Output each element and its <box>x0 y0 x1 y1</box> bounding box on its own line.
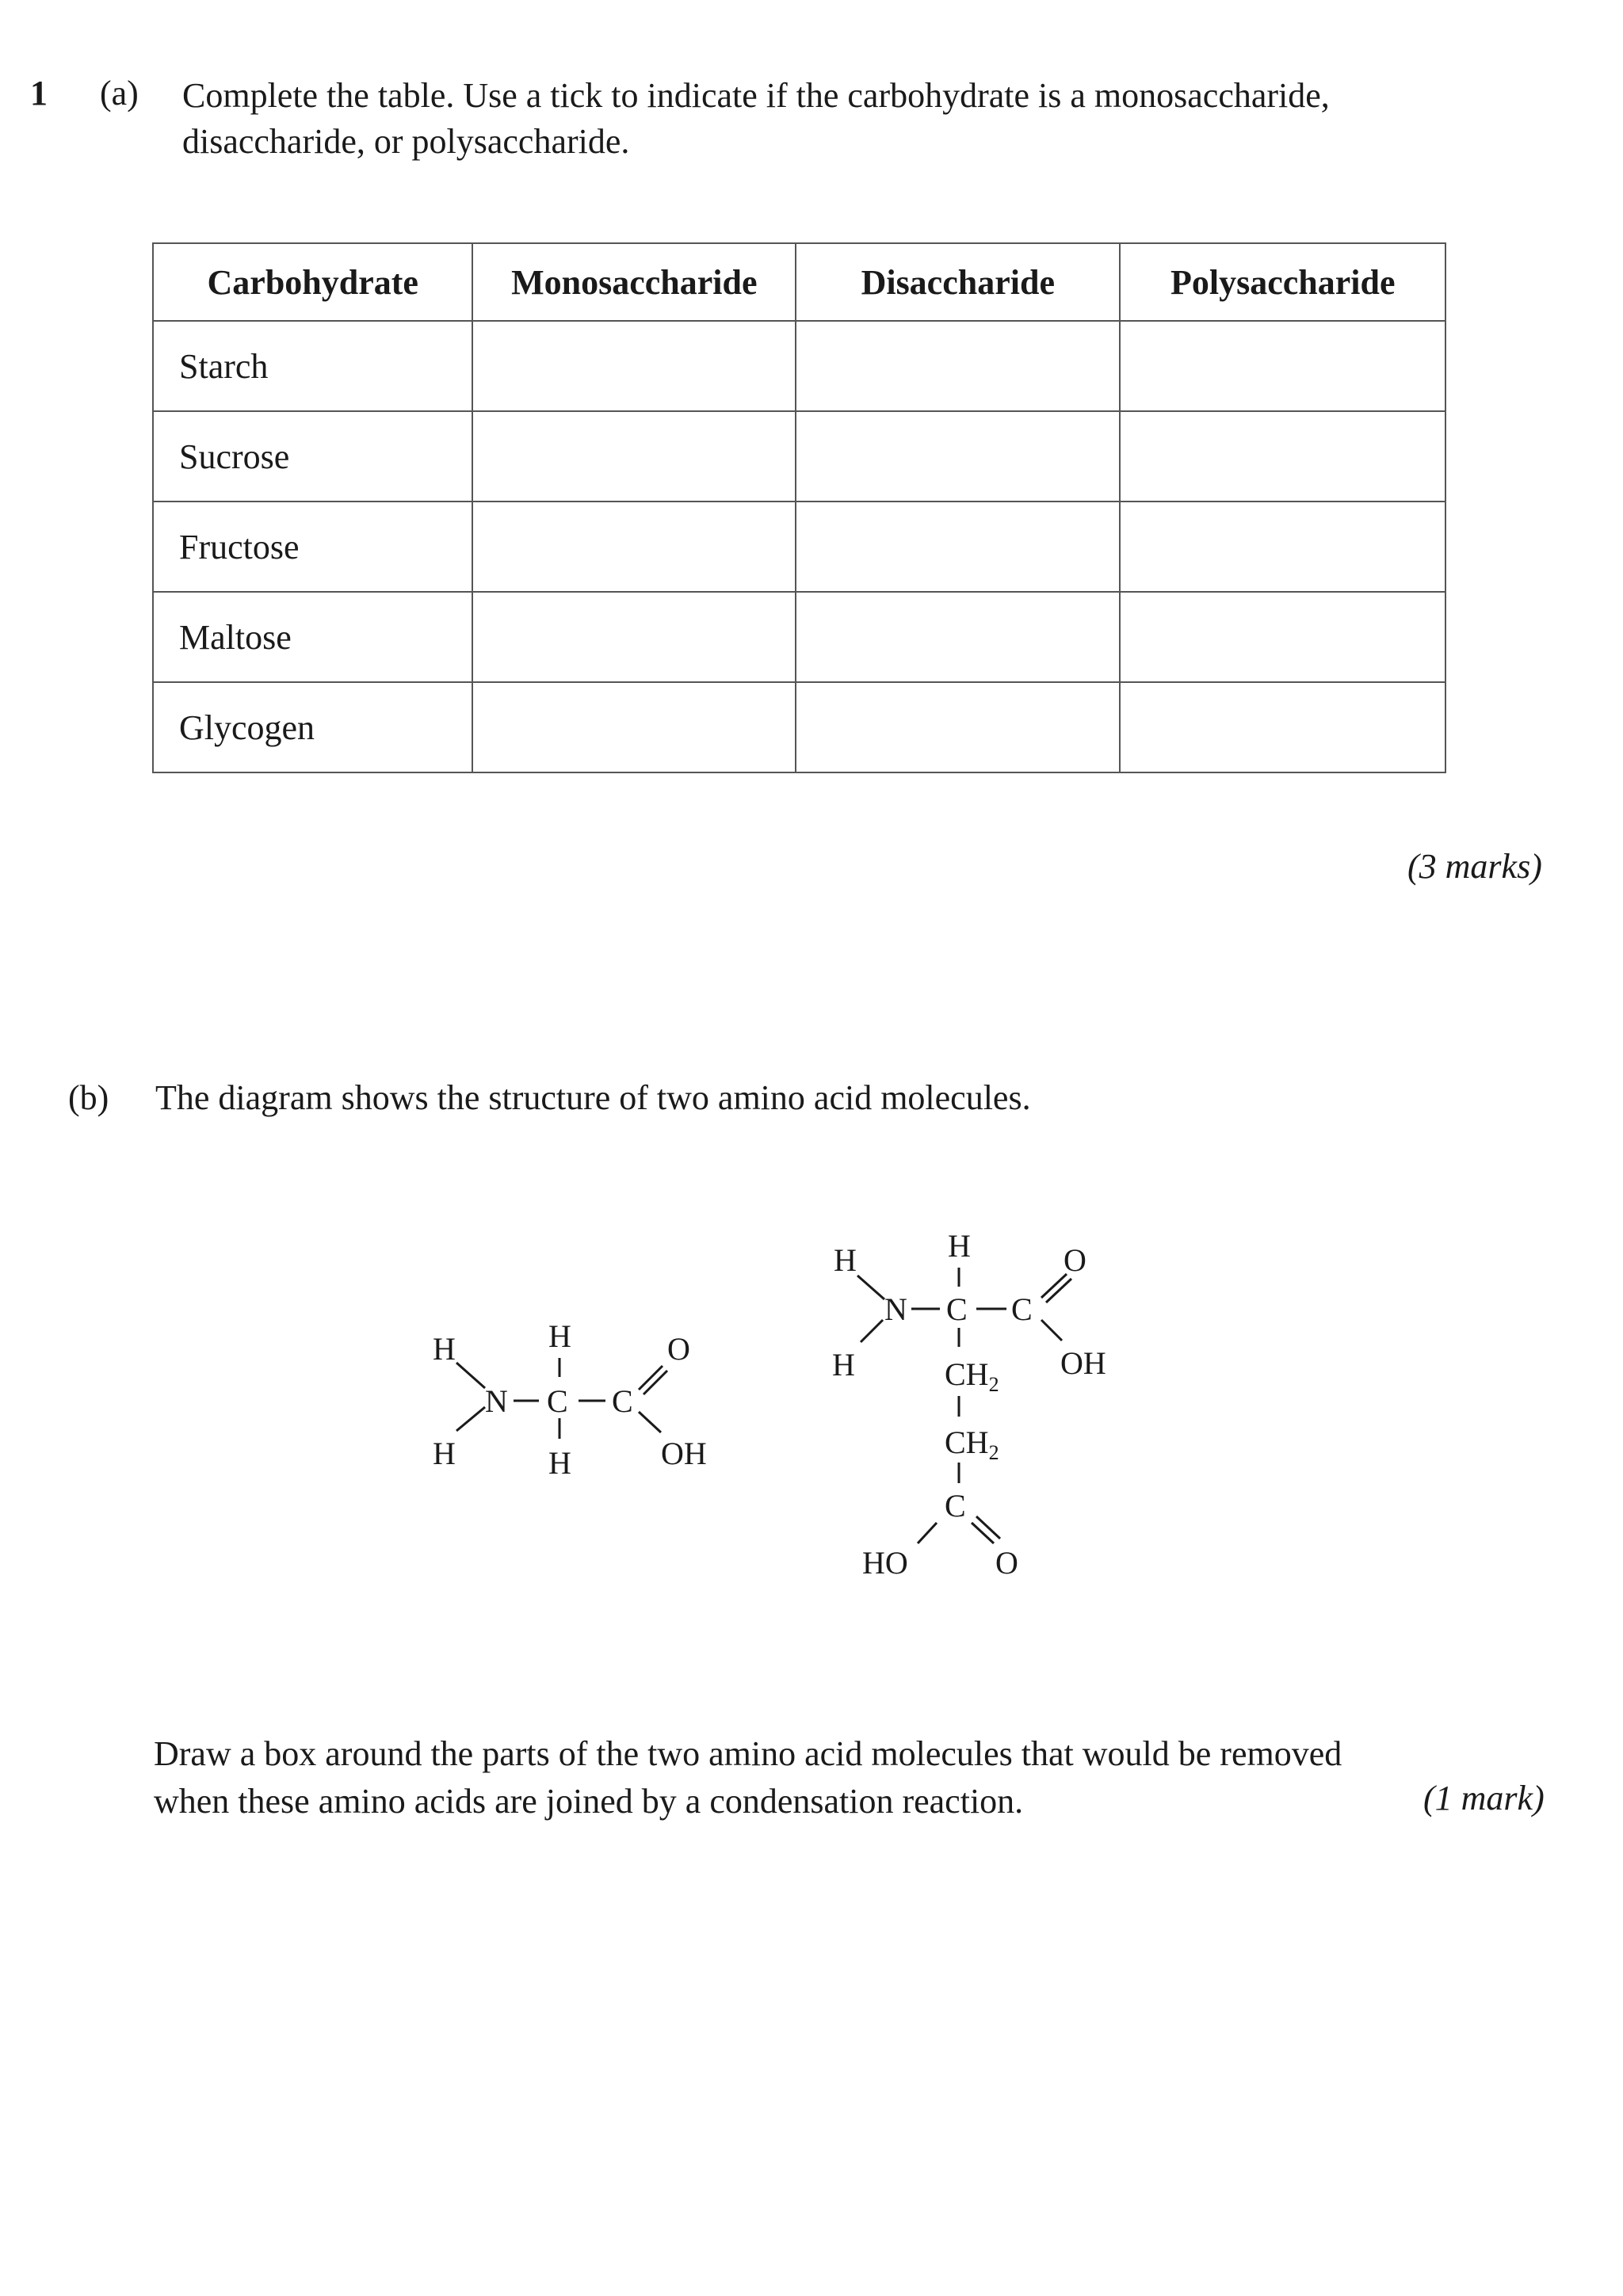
bond-c-o-double-a <box>976 1516 1000 1539</box>
glutamate-ch2-first-text: CH <box>945 1356 989 1392</box>
part-b-description: The diagram shows the structure of two amino acid molecules. <box>155 1078 1031 1117</box>
glutamate-o-double: O <box>1064 1242 1086 1278</box>
glutamate-c-alpha: C <box>946 1291 968 1327</box>
part-b-instruction-line1: Draw a box around the parts of the two amino acid molecules that would be removed <box>154 1734 1342 1773</box>
header-disaccharide: Disaccharide <box>796 243 1120 321</box>
glycine-h-bottom-left: H <box>433 1436 456 1471</box>
header-carbohydrate: Carbohydrate <box>153 243 472 321</box>
glycine-h-top-left: H <box>433 1331 456 1367</box>
part-a-instruction-line2: disaccharide, or polysaccharide. <box>182 122 630 161</box>
part-a-marks: (3 marks) <box>1407 847 1542 886</box>
glutamate-ch2-second-subscript: 2 <box>988 1441 999 1464</box>
glutamate-ch2-second <box>945 1425 999 1464</box>
glycine-c-alpha: C <box>547 1383 568 1419</box>
bond-h-n-top <box>857 1276 884 1299</box>
glutamate-oh: OH <box>1060 1345 1106 1381</box>
part-b-instruction-line2: when these amino acids are joined by a condensation reaction. <box>154 1782 1024 1821</box>
glutamate-h-bottom-left: H <box>832 1347 855 1383</box>
glutamate-h-alpha-top: H <box>948 1228 971 1264</box>
bond-h-n-bottom <box>456 1407 485 1431</box>
bond-h-n-bottom <box>861 1320 883 1342</box>
glutamate-ch2-second-text: CH <box>945 1425 989 1460</box>
row-label-maltose: Maltose <box>153 592 472 682</box>
header-monosaccharide: Monosaccharide <box>472 243 796 321</box>
glutamate-c-carboxyl: C <box>1011 1291 1033 1327</box>
glutamate-h-top-left: H <box>834 1242 857 1278</box>
glutamate-c-side: C <box>945 1488 966 1524</box>
glycine-h-alpha-bottom: H <box>548 1445 571 1481</box>
row-label-sucrose: Sucrose <box>153 411 472 502</box>
glycine-o-double: O <box>667 1331 690 1367</box>
glutamate-ch2-first-subscript: 2 <box>988 1373 999 1396</box>
part-a-instruction-line1: Complete the table. Use a tick to indicate if the carbohydrate is a monosaccharide, <box>182 76 1330 115</box>
part-b-instruction <box>154 1730 1580 1825</box>
bond-c-oh <box>1041 1320 1062 1341</box>
header-polysaccharide: Polysaccharide <box>1120 243 1445 321</box>
row-label-glycogen: Glycogen <box>153 682 472 772</box>
part-b-label: (b) <box>68 1078 109 1117</box>
row-label-fructose: Fructose <box>153 502 472 592</box>
glycine-c-carboxyl: C <box>612 1383 633 1419</box>
part-b-marks: (1 mark) <box>1423 1779 1545 1817</box>
glutamate-ch2-first <box>945 1356 999 1396</box>
question-number: 1 <box>30 74 48 113</box>
glycine-oh: OH <box>661 1436 707 1471</box>
bond-c-o-double-b <box>972 1523 994 1543</box>
glycine-n: N <box>485 1383 508 1419</box>
glutamate-ho-side: HO <box>862 1545 908 1581</box>
bond-c-oh <box>639 1412 661 1432</box>
bond-c-ho <box>918 1523 937 1543</box>
part-a-label: (a) <box>100 74 139 113</box>
row-label-starch: Starch <box>153 321 472 411</box>
glycine-h-alpha-top: H <box>548 1318 571 1354</box>
bond-h-n-top <box>456 1363 485 1388</box>
glutamate-o-side: O <box>995 1545 1018 1581</box>
glutamate-n: N <box>884 1291 907 1327</box>
